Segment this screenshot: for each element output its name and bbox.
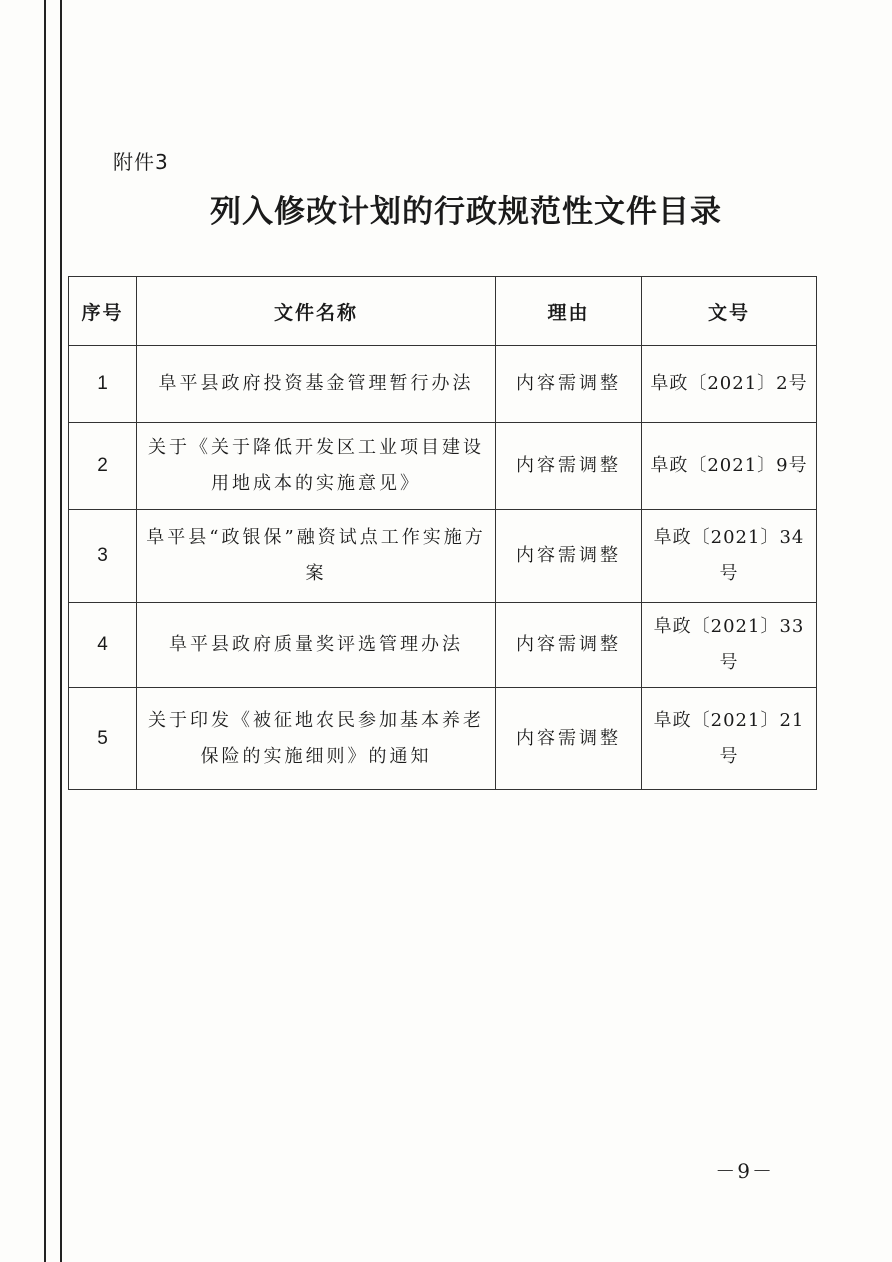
row-reason: 内容需调整 bbox=[496, 510, 642, 603]
row-reason: 内容需调整 bbox=[496, 423, 642, 510]
row-reason: 内容需调整 bbox=[496, 603, 642, 688]
table-row bbox=[69, 423, 817, 510]
row-reason: 内容需调整 bbox=[496, 346, 642, 423]
header-number: 序号 bbox=[69, 277, 137, 346]
row-file-name: 关于《关于降低开发区工业项目建设用地成本的实施意见》 bbox=[137, 423, 496, 510]
table-header-row bbox=[69, 277, 817, 346]
row-file-name: 阜平县政府投资基金管理暂行办法 bbox=[137, 346, 496, 423]
row-number: 4 bbox=[69, 603, 137, 688]
row-document-ref: 阜政〔2021〕9号 bbox=[642, 423, 817, 510]
row-file-name: 阜平县“政银保”融资试点工作实施方案 bbox=[137, 510, 496, 603]
row-document-ref: 阜政〔2021〕33号 bbox=[642, 603, 817, 688]
row-file-name: 阜平县政府质量奖评选管理办法 bbox=[137, 603, 496, 688]
attachment-label: 附件3 bbox=[113, 150, 169, 174]
table-row bbox=[69, 688, 817, 790]
header-document-ref: 文号 bbox=[642, 277, 817, 346]
row-number: 5 bbox=[69, 688, 137, 790]
row-document-ref: 阜政〔2021〕21号 bbox=[642, 688, 817, 790]
page-number: －9－ bbox=[715, 1159, 774, 1183]
row-document-ref: 阜政〔2021〕2号 bbox=[642, 346, 817, 423]
row-document-ref: 阜政〔2021〕34号 bbox=[642, 510, 817, 603]
row-number: 2 bbox=[69, 423, 137, 510]
header-reason: 理由 bbox=[496, 277, 642, 346]
header-file-name: 文件名称 bbox=[137, 277, 496, 346]
row-number: 3 bbox=[69, 510, 137, 603]
table-row bbox=[69, 346, 817, 423]
row-number: 1 bbox=[69, 346, 137, 423]
row-file-name: 关于印发《被征地农民参加基本养老保险的实施细则》的通知 bbox=[137, 688, 496, 790]
document-title: 列入修改计划的行政规范性文件目录 bbox=[210, 194, 722, 230]
file-list-table bbox=[68, 276, 817, 790]
table-row bbox=[69, 603, 817, 688]
table-row bbox=[69, 510, 817, 603]
row-reason: 内容需调整 bbox=[496, 688, 642, 790]
